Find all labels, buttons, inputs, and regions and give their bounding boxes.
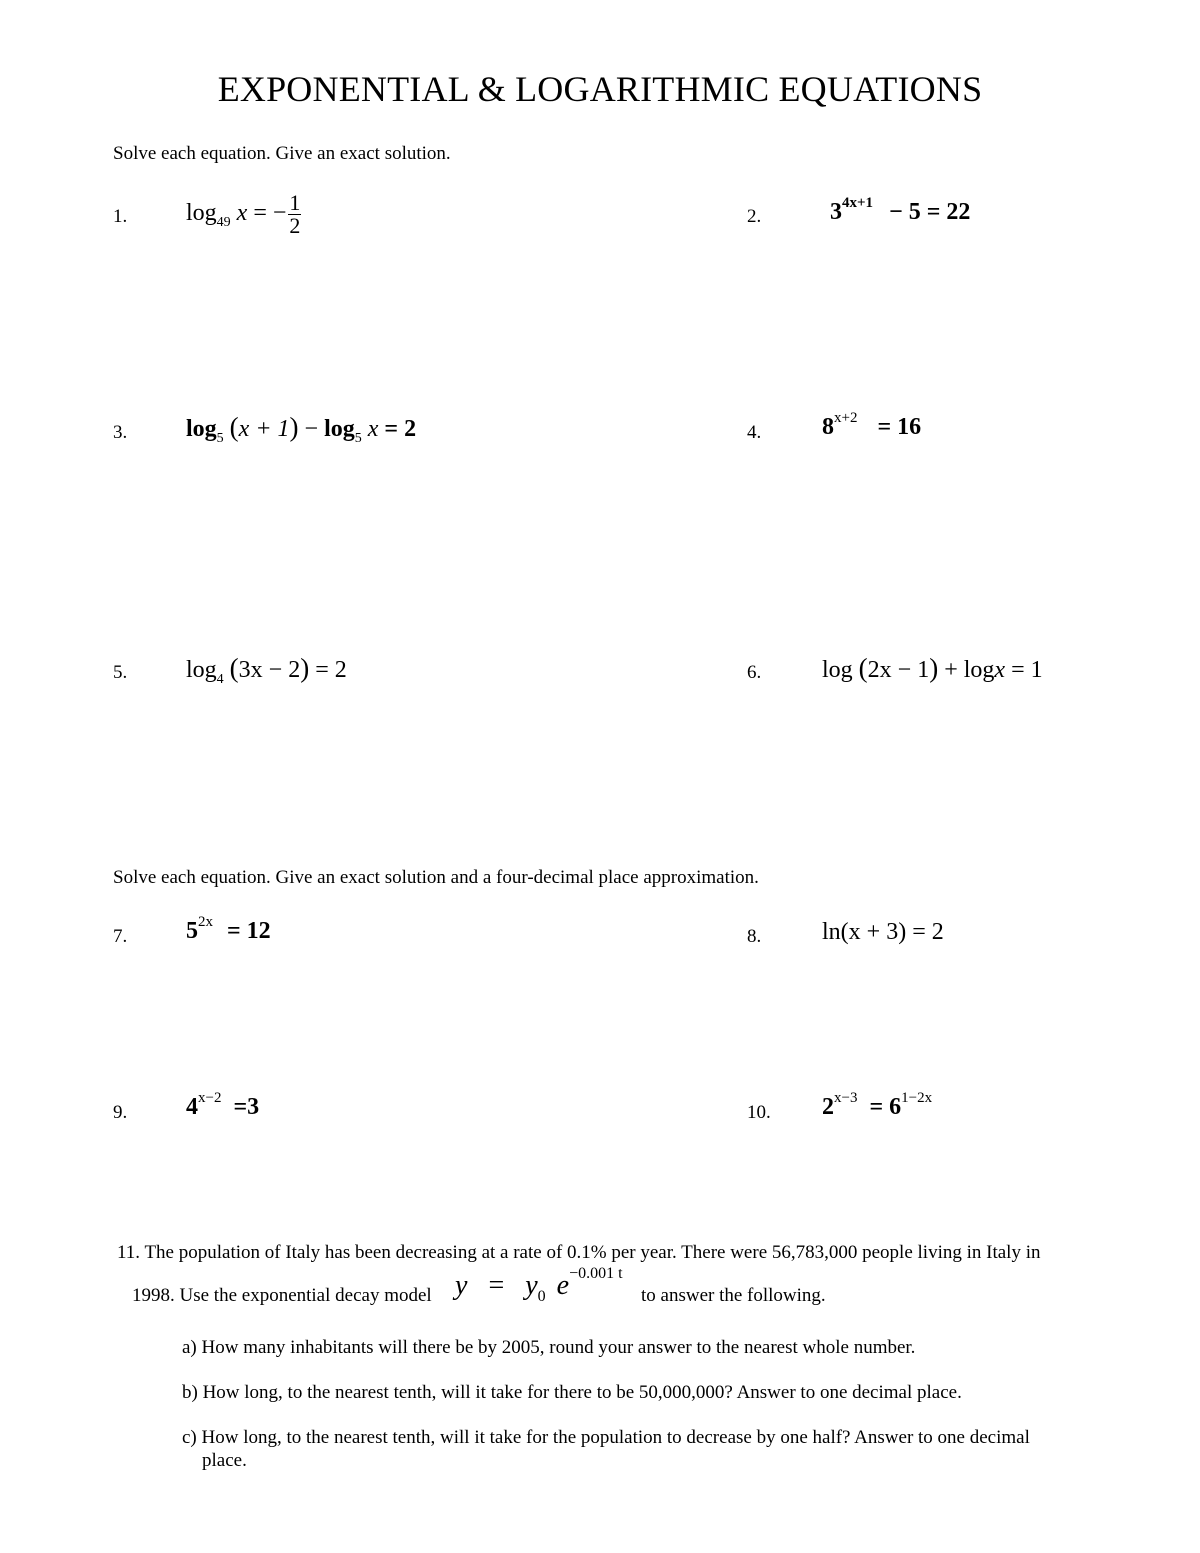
decay-model-formula: $y = y_0$ $e^{-0.001 t}$: [455, 1265, 623, 1305]
equation-9: $4^{x-2} =3$: [186, 1090, 260, 1120]
problem-number: 1.: [113, 206, 128, 227]
instruction-exact: Solve each equation. Give an exact solution.: [113, 143, 451, 164]
part-b: b) How long, to the nearest tenth, will it take for there to be 50,000,000? Answer to one decimal place.: [182, 1382, 962, 1403]
instruction-approx: Solve each equation. Give an exact solution and a four-decimal place approximation.: [113, 867, 759, 888]
problem-number: 7.: [113, 926, 128, 947]
problem-11-line2-pre: 1998. Use the exponential decay model: [132, 1285, 432, 1306]
part-c: c) How long, to the nearest tenth, will it take for the population to decrease by one half? Answer to one decimal: [182, 1427, 1030, 1448]
equation-8: ln(x + 3) = 2: [822, 919, 944, 945]
problem-number: 8.: [747, 926, 762, 947]
equation-4: $8^{x+2} = 16$: [822, 410, 922, 440]
problem-number: 6.: [747, 662, 762, 683]
equation-2: $3^{4x+1} - 5 = 22$: [830, 195, 971, 225]
problem-number: 9.: [113, 1102, 128, 1123]
equation-3: $\log_5 (x + 1) - \log_5 x = 2$: [186, 412, 417, 446]
problem-number: 3.: [113, 422, 128, 443]
equation-1: $\log_{49} x$ = − $\frac{1}{2}$: [186, 190, 301, 238]
equation-6: log (2x − 1) + logx = 1: [822, 653, 1043, 683]
page-title: EXPONENTIAL & LOGARITHMIC EQUATIONS: [217, 69, 983, 109]
equation-10: $2^{x-3} = 6^{1-2x}$: [822, 1090, 933, 1120]
part-c-continuation: place.: [202, 1450, 247, 1471]
problem-11-line1: 11. The population of Italy has been decreasing at a rate of 0.1% per year. There were 56,783,000 people living in Italy in: [117, 1242, 1041, 1263]
problem-number: 10.: [747, 1102, 771, 1123]
equation-5: $\log_4 (3x - 2) = 2$: [186, 653, 347, 687]
equation-7: $5^{2x} = 12$: [186, 914, 271, 944]
problem-number: 2.: [747, 206, 762, 227]
part-a: a) How many inhabitants will there be by 2005, round your answer to the nearest whole number.: [182, 1337, 916, 1358]
fraction: $\frac{1}{2}$: [289, 190, 301, 238]
problem-11-line2-post: to answer the following.: [641, 1285, 826, 1306]
problem-number: 5.: [113, 662, 128, 683]
problem-number: 4.: [747, 422, 762, 443]
